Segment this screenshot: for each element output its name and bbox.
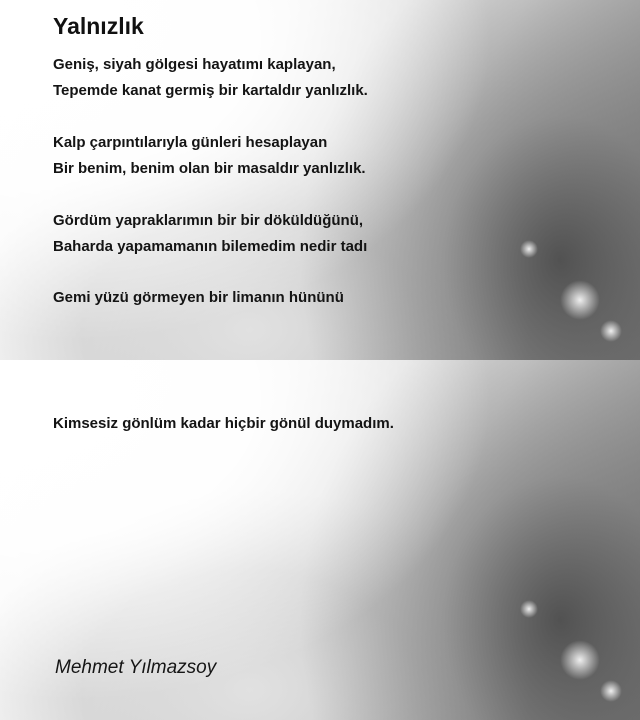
poem-line: Geniş, siyah gölgesi hayatımı kaplayan, — [53, 56, 336, 73]
stanza-5 — [53, 411, 394, 437]
poem-card-bottom — [0, 360, 640, 720]
poem-line: Kimsesiz gönlüm kadar hiçbir gönül duymadım. — [53, 415, 394, 432]
stanza-4 — [53, 285, 344, 311]
poem-title: Yalnızlık — [53, 13, 144, 39]
bokeh-light — [560, 640, 600, 680]
poem-author: Mehmet Yılmazsoy — [55, 657, 217, 678]
poem-line: Bir benim, benim olan bir masaldır yanlızlık. — [53, 160, 366, 177]
stanza-3 — [53, 208, 367, 260]
bokeh-light — [600, 680, 622, 702]
poem-line: Gemi yüzü görmeyen bir limanın hününü — [53, 289, 344, 306]
poem-line: Baharda yapamamanın bilemedim nedir tadı — [53, 238, 368, 255]
bokeh-light — [520, 600, 538, 618]
bokeh-light — [520, 240, 538, 258]
bokeh-light — [600, 320, 622, 342]
stanza-2 — [53, 130, 366, 182]
poem-line: Kalp çarpıntılarıyla günleri hesaplayan — [53, 134, 328, 151]
bokeh-light — [560, 280, 600, 320]
poem-line: Gördüm yapraklarımın bir bir döküldüğünü, — [53, 212, 364, 229]
stanza-1 — [53, 52, 368, 104]
poem-line: Tepemde kanat germiş bir kartaldır yanlızlık. — [53, 82, 368, 99]
